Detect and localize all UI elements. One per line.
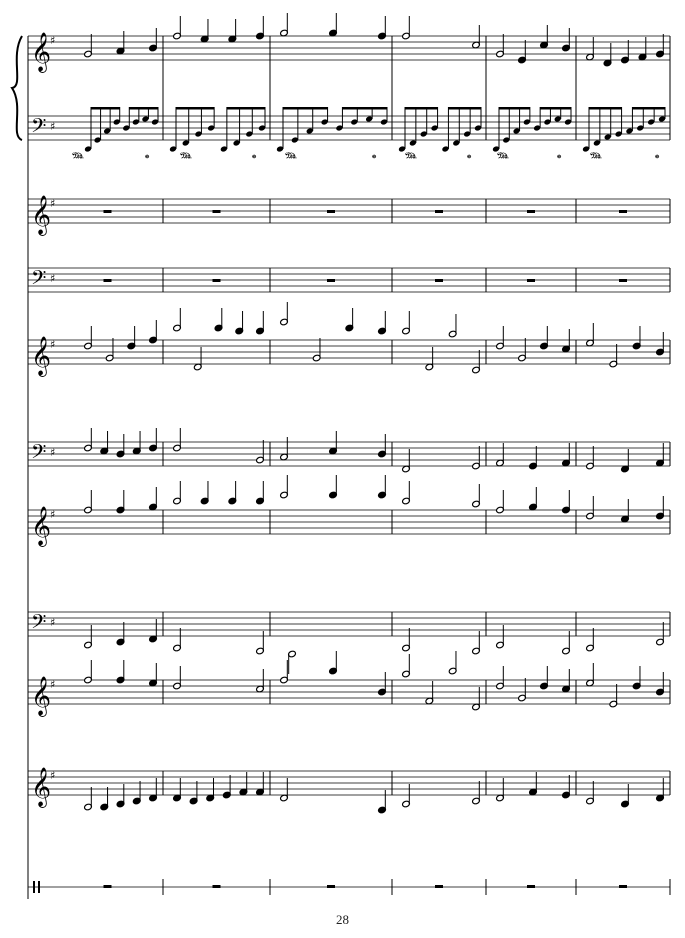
note-beam bbox=[129, 107, 158, 110]
brace-icon bbox=[12, 36, 22, 140]
whole-rest-icon bbox=[213, 885, 221, 888]
pedal-mark-icon: 𝆮 bbox=[180, 148, 192, 169]
note-beam bbox=[448, 107, 481, 110]
percussion-clef-icon bbox=[38, 881, 40, 893]
note-beam bbox=[589, 107, 622, 110]
pedal-release-icon: 𝆯 bbox=[655, 152, 660, 168]
note-beam bbox=[91, 107, 120, 110]
pedal-mark-icon: 𝆮 bbox=[590, 148, 602, 169]
whole-rest-icon bbox=[619, 885, 627, 888]
bass-clef-icon: 𝄢 bbox=[31, 114, 47, 142]
sharp-icon: ♯ bbox=[50, 678, 56, 691]
treble-clef-icon: 𝄞 bbox=[31, 195, 52, 235]
whole-rest-icon bbox=[213, 279, 221, 282]
bass-clef-icon: 𝄢 bbox=[31, 610, 47, 638]
treble-clef-icon: 𝄞 bbox=[31, 767, 52, 807]
treble-clef-icon: 𝄞 bbox=[31, 336, 52, 376]
percussion-clef-icon bbox=[33, 881, 35, 893]
whole-rest-icon bbox=[104, 885, 112, 888]
whole-rest-icon bbox=[527, 279, 535, 282]
sharp-icon: ♯ bbox=[50, 197, 56, 210]
page-number: 28 bbox=[336, 912, 349, 927]
note-beam bbox=[632, 107, 665, 110]
sharp-icon: ♯ bbox=[50, 338, 56, 351]
whole-rest-icon bbox=[213, 210, 221, 213]
bass-clef-icon: 𝄢 bbox=[31, 266, 47, 294]
pedal-mark-icon: 𝆮 bbox=[72, 148, 84, 169]
sharp-icon: ♯ bbox=[50, 120, 56, 133]
staff-9 bbox=[28, 680, 670, 704]
treble-clef-icon: 𝄞 bbox=[31, 32, 52, 72]
whole-rest-icon bbox=[435, 210, 443, 213]
pedal-release-icon: 𝆯 bbox=[252, 152, 257, 168]
staff-3 bbox=[28, 199, 670, 223]
note-beam bbox=[283, 107, 328, 110]
whole-rest-icon bbox=[327, 885, 335, 888]
note-beam bbox=[227, 107, 265, 110]
whole-rest-icon bbox=[527, 885, 535, 888]
pedal-mark-icon: 𝆮 bbox=[497, 148, 509, 169]
whole-rest-icon bbox=[619, 210, 627, 213]
note-beam bbox=[499, 107, 530, 110]
whole-rest-icon bbox=[327, 279, 335, 282]
sharp-icon: ♯ bbox=[50, 446, 56, 459]
note-beam bbox=[342, 107, 387, 110]
pedal-release-icon: 𝆯 bbox=[557, 152, 562, 168]
pedal-mark-icon: 𝆮 bbox=[285, 148, 297, 169]
note-beam bbox=[540, 107, 571, 110]
treble-clef-icon: 𝄞 bbox=[31, 506, 52, 546]
sharp-icon: ♯ bbox=[50, 769, 56, 782]
whole-rest-icon bbox=[619, 279, 627, 282]
sharp-icon: ♯ bbox=[50, 272, 56, 285]
whole-rest-icon bbox=[435, 885, 443, 888]
whole-rest-icon bbox=[327, 210, 335, 213]
staff-4 bbox=[28, 268, 670, 292]
whole-rest-icon bbox=[104, 210, 112, 213]
treble-clef-icon: 𝄞 bbox=[31, 676, 52, 716]
pedal-release-icon: 𝆯 bbox=[467, 152, 472, 168]
pedal-release-icon: 𝆯 bbox=[145, 152, 150, 168]
pedal-release-icon: 𝆯 bbox=[372, 152, 377, 168]
staff-7 bbox=[28, 510, 670, 534]
sharp-icon: ♯ bbox=[50, 616, 56, 629]
staff-5 bbox=[28, 340, 670, 364]
whole-rest-icon bbox=[435, 279, 443, 282]
bass-clef-icon: 𝄢 bbox=[31, 440, 47, 468]
sharp-icon: ♯ bbox=[50, 508, 56, 521]
whole-rest-icon bbox=[104, 279, 112, 282]
whole-rest-icon bbox=[527, 210, 535, 213]
sharp-icon: ♯ bbox=[50, 34, 56, 47]
staff-11 bbox=[28, 879, 670, 895]
note-beam bbox=[405, 107, 438, 110]
note-beam bbox=[176, 107, 214, 110]
pedal-mark-icon: 𝆮 bbox=[405, 148, 417, 169]
